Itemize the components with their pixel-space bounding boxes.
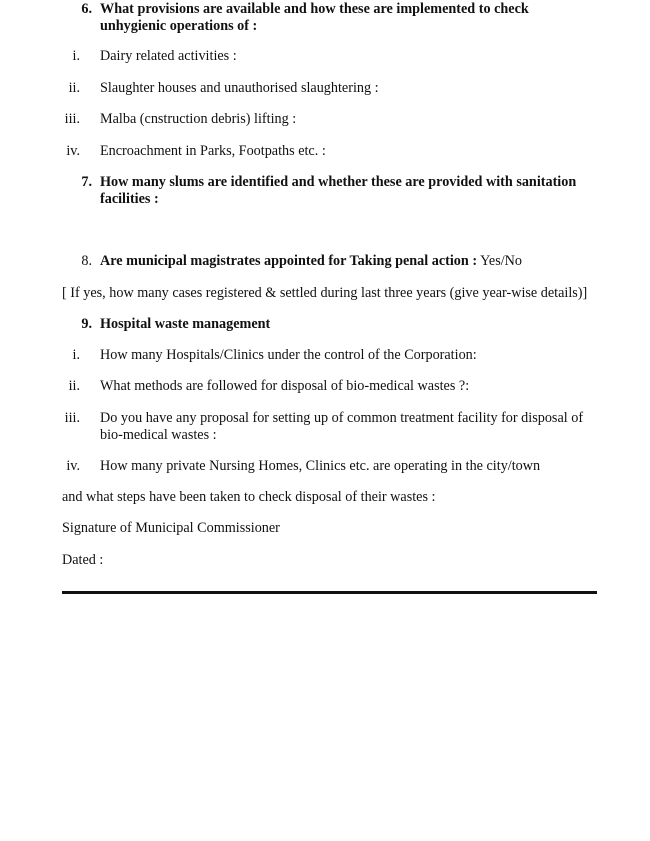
dated-line: Dated : [62, 552, 104, 568]
list-item-number: ii. [68, 378, 80, 394]
list-item-number: iv. [66, 458, 80, 474]
list-item-number: ii. [68, 80, 80, 96]
question-number: 8. [81, 253, 92, 269]
list-item-text: Slaughter houses and unauthorised slaughtering : [100, 80, 379, 96]
followup-text: and what steps have been taken to check disposal of their wastes : [62, 489, 436, 505]
question-number: 7. [81, 174, 92, 190]
horizontal-rule [62, 591, 597, 594]
list-item-text: How many private Nursing Homes, Clinics etc. are operating in the city/town [100, 458, 541, 474]
answer-options: Yes/No [480, 253, 523, 269]
list-item-number: iii. [64, 410, 80, 426]
signature-line: Signature of Municipal Commissioner [62, 520, 280, 536]
list-item-number: i. [72, 347, 80, 363]
question-title: Are municipal magistrates appointed for Taking penal action : [100, 253, 478, 269]
list-item-text: Malba (cnstruction debris) lifting : [100, 111, 297, 127]
list-item-text: Dairy related activities : [100, 48, 237, 64]
question-number: 6. [81, 1, 92, 17]
list-item-number: iii. [64, 111, 80, 127]
question-line [100, 253, 522, 270]
question-title: What provisions are available and how these are implemented to check unhygienic operations of : [100, 1, 529, 34]
question-number: 9. [81, 316, 92, 332]
question-note: [ If yes, how many cases registered & settled during last three years (give year-wise details)] [62, 285, 588, 301]
list-item-number: iv. [66, 143, 80, 159]
list-item-text: What methods are followed for disposal of bio-medical wastes ?: [100, 378, 470, 394]
question-title: How many slums are identified and whether these are provided with sanitation facilities : [100, 174, 577, 207]
question-title: Hospital waste management [100, 316, 271, 332]
list-item-text: Encroachment in Parks, Footpaths etc. : [100, 143, 326, 159]
list-item-text: How many Hospitals/Clinics under the control of the Corporation: [100, 347, 477, 363]
list-item-text: Do you have any proposal for setting up of common treatment facility for disposal of bio-medical wastes : [100, 410, 584, 443]
list-item-number: i. [72, 48, 80, 64]
